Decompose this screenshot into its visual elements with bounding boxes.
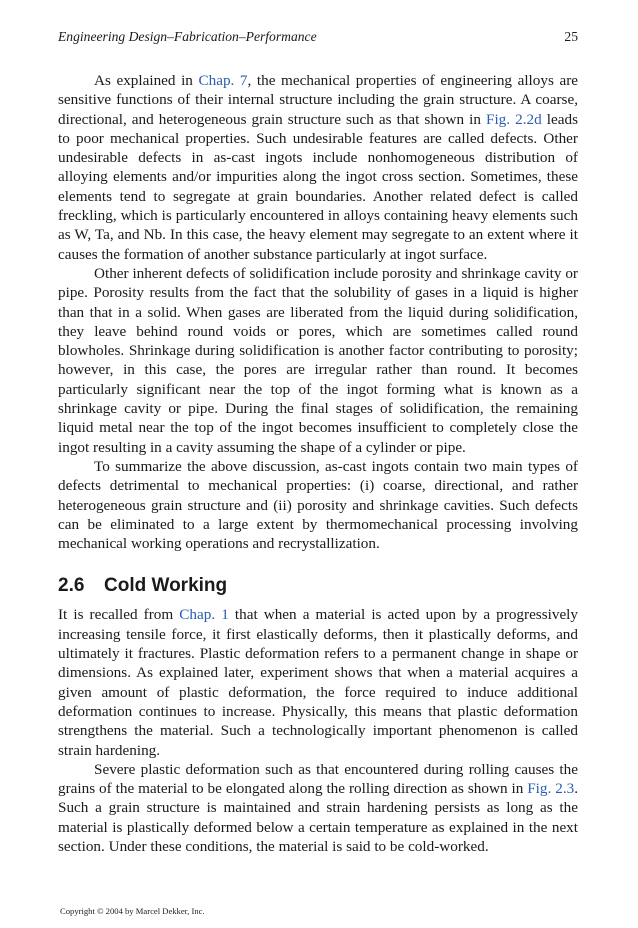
running-title: Engineering Design–Fabrication–Performance bbox=[58, 29, 317, 44]
paragraph bbox=[58, 264, 578, 457]
paragraph bbox=[58, 760, 578, 856]
section-heading bbox=[58, 575, 578, 597]
paragraph-text: To summarize the above discussion, as-cast ingots contain two main types of defects detrimental to mechanical properties: (i) coarse, directional, and rather heterogeneous grain structure and (ii) porosity and shrinkage cavities. Such defects can be eliminated to a large extent by thermomechanical processing involving mechanical working operations and recrystallization. bbox=[58, 457, 578, 553]
paragraph-text: . Such a grain structure is maintained and strain hardening persists as long as the material is plastically deformed below a certain temperature as explained in the next section. Under these conditions, the material is said to be cold-worked. bbox=[58, 780, 579, 855]
page-number: 25 bbox=[564, 29, 578, 44]
section-title: Cold Working bbox=[104, 575, 228, 597]
paragraph-text: leads to poor mechanical properties. Such undesirable features are called defects. Other undesirable defects in as-cast ingots include nonhomogeneous distribution of alloying elements and/or impurities along the ingot cross section. Sometimes, these elements tend to segregate at grain boundaries. Another related defect is called freckling, which is particularly encountered in alloys containing heavy elements such as W, Ta, and Nb. In this case, the heavy element may segregate to an extent where it causes the formation of another substance particularly at ingot surface. bbox=[58, 110, 578, 263]
copyright-notice: Copyright © 2004 by Marcel Dekker, Inc. bbox=[60, 906, 205, 916]
cross-reference-link[interactable]: Chap. 1 bbox=[179, 606, 229, 624]
body-text bbox=[58, 71, 578, 856]
paragraph-text: , the mechanical properties of engineering alloys are sensitive functions of their internal structure including the grain structure. A coarse, directional, and heterogeneous grain structure such as that shown in bbox=[58, 72, 578, 128]
section-paragraphs bbox=[58, 605, 578, 856]
paragraph-text: Other inherent defects of solidification include porosity and shrinkage cavity or pipe. Porosity results from the fact that the solubility of gases in a liquid is higher than that in a solid. When gases are liberated from the liquid during solidification, they leave behind round voids or pores, which are sometimes called round blowholes. Shrinkage during solidification is another factor contributing to porosity; however, in this case, the pores are irregular rather than round. It becomes particularly significant near the top of the ingot forming what is known as a shrinkage cavity or pipe. During the final stages of solidification, the remaining liquid metal near the top of the ingot becomes insufficient to completely close the ingot resulting in a cavity assuming the shape of a cylinder or pipe. bbox=[58, 264, 578, 456]
paragraph bbox=[58, 457, 578, 553]
section-number: 2.6 bbox=[58, 575, 85, 597]
cross-reference-link[interactable]: Fig. 2.3 bbox=[527, 780, 575, 798]
paragraph bbox=[58, 605, 578, 759]
paragraph-text: As explained in bbox=[94, 72, 199, 89]
cross-reference-link[interactable]: Fig. 2.2d bbox=[486, 110, 542, 128]
cross-reference-link[interactable]: Chap. 7 bbox=[198, 72, 248, 89]
paragraph-text: Severe plastic deformation such as that encountered during rolling causes the grains of the material to be elongated along the rolling direction as shown in bbox=[58, 760, 578, 798]
paragraph-text: It is recalled from bbox=[58, 606, 180, 624]
intro-paragraphs bbox=[58, 71, 578, 553]
paragraph-text: that when a material is acted upon by a progressively increasing tensile force, it first elastically deforms, then it plastically deforms, and ultimately it fractures. Plastic deformation refers to a permanent change in shape or dimensions. As explained later, experiment shows that when a material acquires a given amount of plastic deformation, the force required to induce additional deformation continues to increase. Physically, this means that plastic deformation strengthens the material. Such a technologically important phenomenon is called strain hardening. bbox=[58, 606, 579, 759]
paragraph bbox=[58, 71, 578, 264]
